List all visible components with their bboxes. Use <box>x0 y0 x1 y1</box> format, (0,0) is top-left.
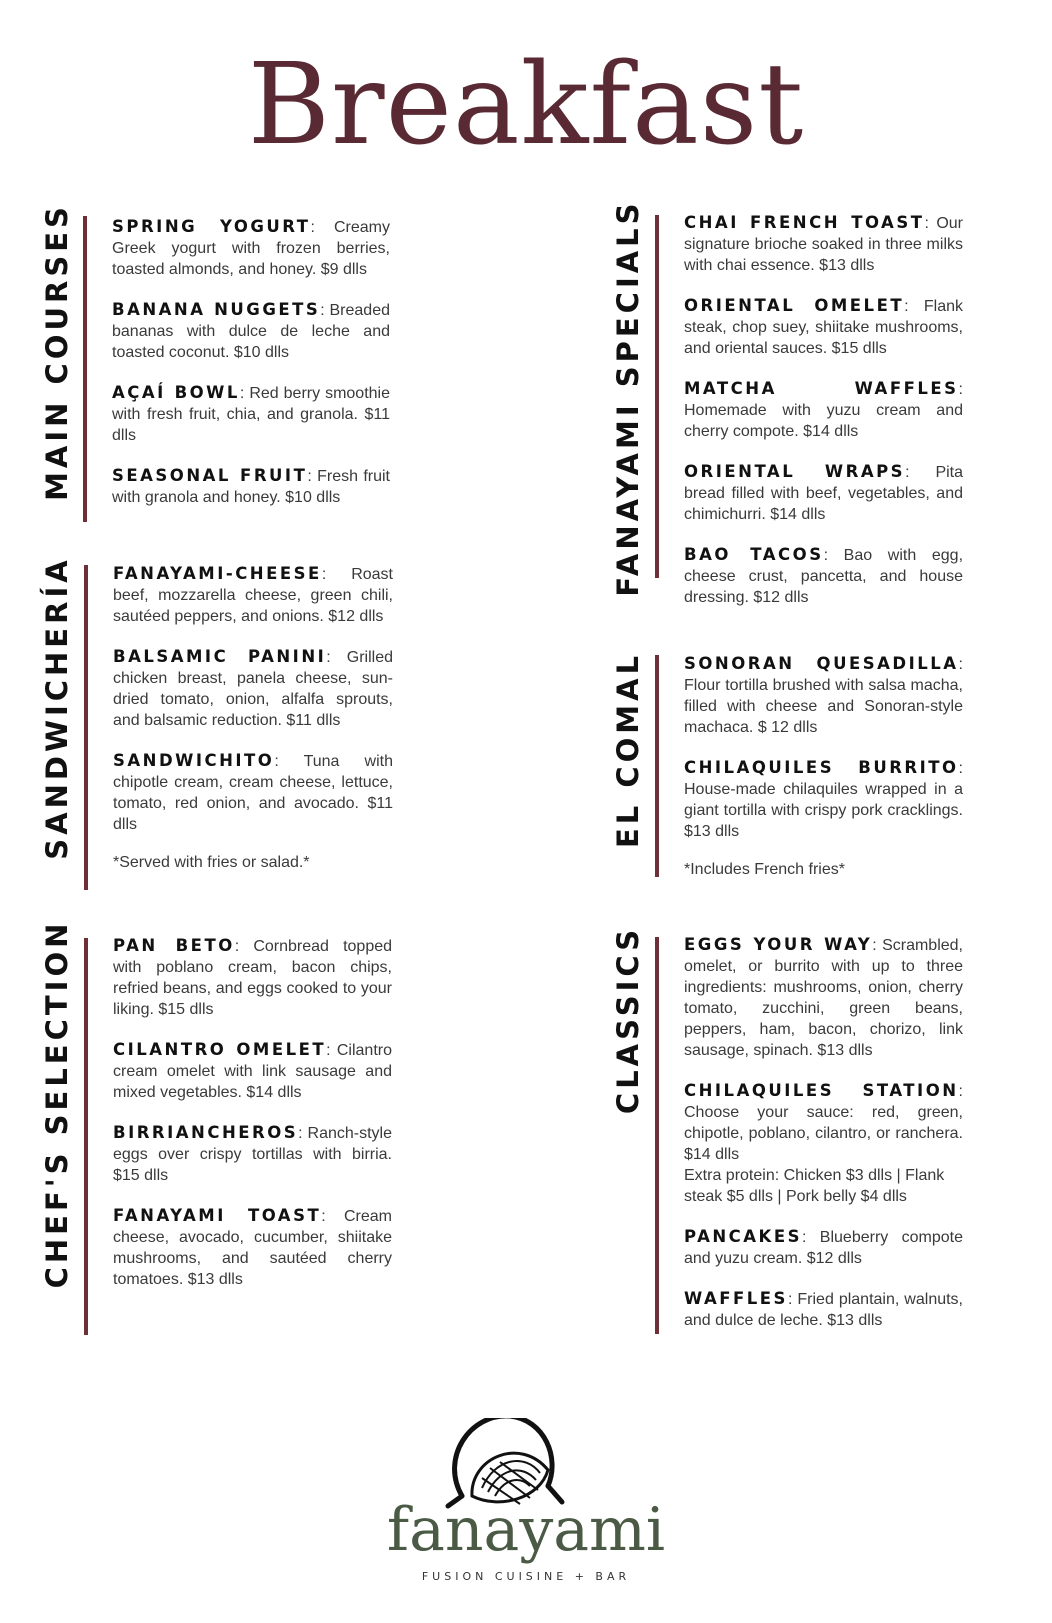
brand-tagline: FUSION CUISINE + BAR <box>421 1570 631 1583</box>
separator: : <box>823 547 844 564</box>
menu-item <box>684 653 963 738</box>
separator: : <box>274 753 304 770</box>
menu-item <box>684 757 963 842</box>
menu-item-description: Scrambled, omelet, or burrito with up to three ingredients: mushrooms, onion, cherry tomato, zucchini, green beans, peppers, ham, bacon, chorizo, link sausage, spinach. $13 dlls <box>684 937 963 1059</box>
menu-item <box>112 216 390 280</box>
menu-item <box>684 378 963 442</box>
menu-item-name: AÇAÍ BOWL <box>112 383 240 402</box>
menu-item-description: Cilantro cream omelet with link sausage and mixed vegetables. $14 dlls <box>113 1042 392 1101</box>
separator: : <box>958 1083 963 1100</box>
section-divider <box>84 565 88 890</box>
menu-item <box>112 465 390 508</box>
menu-item-name: SANDWICHITO <box>113 751 275 770</box>
menu-item-description: Cream cheese, avocado, cucumber, shiitake mushrooms, and sautéed cherry tomatoes. $13 dlls <box>113 1208 392 1288</box>
menu-item-name: BIRRIANCHEROS <box>113 1123 299 1142</box>
menu-item-description: Fresh fruit with granola and honey. $10 dlls <box>112 468 391 506</box>
separator: : <box>924 215 937 232</box>
menu-item <box>684 1226 963 1269</box>
separator: : <box>234 938 254 955</box>
separator: : <box>321 566 352 583</box>
menu-item-name: CHILAQUILES STATION <box>684 1081 959 1100</box>
separator: : <box>326 1042 337 1059</box>
separator: : <box>958 760 963 777</box>
separator: : <box>787 1291 798 1308</box>
section-items <box>684 934 963 1350</box>
menu-item <box>113 935 392 1020</box>
section-note: *Includes French fries* <box>684 861 845 878</box>
section-divider <box>83 216 87 522</box>
menu-item-name: FANAYAMI-CHEESE <box>113 564 322 583</box>
menu-item-name: CHILAQUILES BURRITO <box>684 758 959 777</box>
separator: : <box>872 937 883 954</box>
menu-item-description: Flank steak, chop suey, shiitake mushrooms, and oriental sauces. $15 dlls <box>684 298 964 357</box>
menu-item-description: House-made chilaquiles wrapped in a giant tortilla with crispy pork cracklings. $13 dlls <box>684 781 963 840</box>
section-items <box>684 212 963 627</box>
section-items <box>112 216 390 527</box>
menu-item <box>113 1205 392 1290</box>
section-note: *Served with fries or salad.* <box>113 854 310 871</box>
menu-item-name: FANAYAMI TOAST <box>113 1206 322 1225</box>
menu-item-description: Grilled chicken breast, panela cheese, sun-dried tomato, onion, alfalfa sprouts, and balsamic reduction. $11 dlls <box>113 649 394 729</box>
menu-item-name: SONORAN QUESADILLA <box>684 654 959 673</box>
section-divider <box>655 215 659 578</box>
section-divider <box>655 655 659 877</box>
section-label: FANAYAMI SPECIALS <box>611 199 645 597</box>
menu-item-name: CILANTRO OMELET <box>113 1040 327 1059</box>
menu-item-description: Blueberry compote and yuzu cream. $12 dlls <box>684 1229 963 1267</box>
separator: : <box>310 219 334 236</box>
menu-item <box>112 299 390 363</box>
section-label: CHEF'S SELECTION <box>40 919 74 1289</box>
separator: : <box>321 1208 344 1225</box>
menu-item <box>684 934 963 1061</box>
menu-item-description: Choose your sauce: red, green, chipotle, poblano, cilantro, or ranchera. $14 dlls <box>684 1104 963 1163</box>
menu-item <box>684 212 963 276</box>
menu-item <box>684 1288 963 1331</box>
menu-item-name: BANANA NUGGETS <box>112 300 321 319</box>
section-items <box>684 653 963 880</box>
menu-item-description: Tuna with chipotle cream, cream cheese, lettuce, tomato, red onion, and avocado. $11 dlls <box>113 753 393 833</box>
menu-item <box>113 1122 392 1186</box>
separator: : <box>958 381 963 398</box>
menu-item-name: BAO TACOS <box>684 545 824 564</box>
menu-item <box>684 544 963 608</box>
separator: : <box>298 1125 308 1142</box>
menu-item-extra: Extra protein: Chicken $3 dlls | Flank steak $5 dlls | Pork belly $4 dlls <box>684 1167 945 1205</box>
menu-item-description: Roast beef, mozzarella cheese, green chili, sautéed peppers, and onions. $12 dlls <box>113 566 393 625</box>
menu-item <box>113 750 393 835</box>
section-label: CLASSICS <box>611 925 645 1115</box>
separator: : <box>307 468 318 485</box>
menu-item-description: Homemade with yuzu cream and cherry compote. $14 dlls <box>684 402 963 440</box>
menu-item-name: CHAI FRENCH TOAST <box>684 213 925 232</box>
menu-item <box>684 1080 963 1207</box>
separator: : <box>801 1229 820 1246</box>
menu-item <box>113 1039 392 1103</box>
menu-item-description: Red berry smoothie with fresh fruit, chia, and granola. $11 dlls <box>112 385 390 444</box>
menu-item-name: PANCAKES <box>684 1227 802 1246</box>
menu-title: Breakfast <box>247 40 805 170</box>
separator: : <box>320 302 330 319</box>
menu-item-description: Fried plantain, walnuts, and dulce de leche. $13 dlls <box>684 1291 964 1329</box>
menu-item-name: SEASONAL FRUIT <box>112 466 308 485</box>
section-label: MAIN COURSES <box>40 203 74 501</box>
menu-item <box>684 295 963 359</box>
section-label: SANDWICHERÍA <box>40 556 74 860</box>
menu-item-description: Creamy Greek yogurt with frozen berries, toasted almonds, and honey. $9 dlls <box>112 219 390 278</box>
menu-item-description: Our signature brioche soaked in three milks with chai essence. $13 dlls <box>684 215 963 274</box>
menu-item <box>113 563 393 627</box>
section-items <box>113 935 392 1309</box>
menu-item <box>113 646 393 731</box>
section-items <box>113 563 393 873</box>
menu-item-name: MATCHA WAFFLES <box>684 379 959 398</box>
menu-item <box>112 382 390 446</box>
menu-item-name: SPRING YOGURT <box>112 217 311 236</box>
section-label: EL COMAL <box>611 651 645 849</box>
separator: : <box>905 464 936 481</box>
menu-item-name: BALSAMIC PANINI <box>113 647 327 666</box>
menu-item-name: WAFFLES <box>684 1289 788 1308</box>
brand-name: fanayami <box>386 1495 666 1565</box>
menu-item-description: Cornbread topped with poblano cream, bacon chips, refried beans, and eggs cooked to your liking. $15 dlls <box>113 938 393 1018</box>
menu-item-description: Flour tortilla brushed with salsa macha, filled with cheese and Sonoran-style machaca. $ 12 dlls <box>684 677 963 736</box>
menu-item-name: ORIENTAL OMELET <box>684 296 905 315</box>
section-divider <box>84 938 88 1335</box>
menu-item <box>684 461 963 525</box>
menu-item-description: Breaded bananas with dulce de leche and toasted coconut. $10 dlls <box>112 302 390 361</box>
menu-item-description: Pita bread filled with beef, vegetables, and chimichurri. $14 dlls <box>684 464 964 523</box>
menu-item-name: PAN BETO <box>113 936 235 955</box>
separator: : <box>326 649 347 666</box>
menu-item-name: ORIENTAL WRAPS <box>684 462 906 481</box>
separator: : <box>958 656 963 673</box>
menu-item-description: Ranch-style eggs over crispy tortillas with birria. $15 dlls <box>113 1125 392 1184</box>
separator: : <box>239 385 250 402</box>
section-divider <box>655 937 659 1334</box>
separator: : <box>904 298 924 315</box>
menu-item-name: EGGS YOUR WAY <box>684 935 873 954</box>
menu-item-description: Bao with egg, cheese crust, pancetta, and house dressing. $12 dlls <box>684 547 964 606</box>
